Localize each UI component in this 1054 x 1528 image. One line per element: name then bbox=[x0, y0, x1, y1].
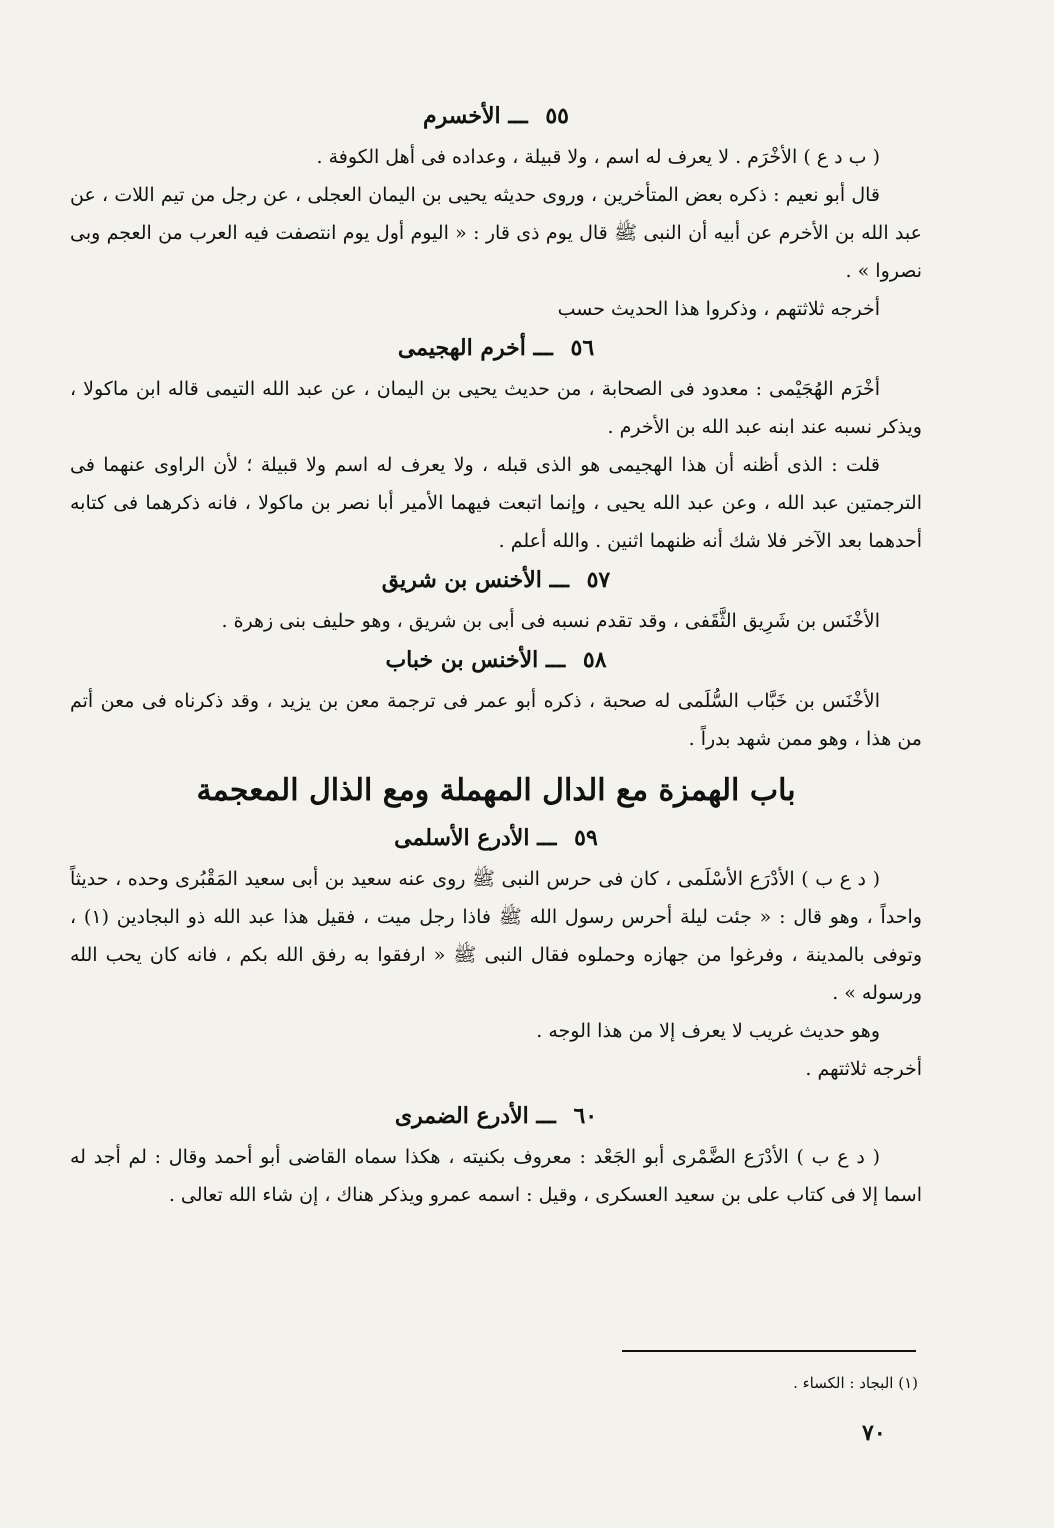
paragraph: أخرجه ثلاثتهم ، وذكروا هذا الحديث حسب bbox=[557, 298, 880, 320]
entry-number: ٥٥ bbox=[545, 103, 569, 129]
paragraph: وهو حديث غريب لا يعرف إلا من هذا الوجه . bbox=[536, 1020, 880, 1042]
entry-title: الأدرع الضمرى bbox=[394, 1103, 529, 1129]
entry-title: أخرم الهجيمى bbox=[397, 335, 526, 361]
paragraph: الأخْنَس بن خَبَّاب السُّلَمى له صحبة ، ذكره أبو عمر فى ترجمة معن بن يزيد ، وقد ذكرناه فى معن أتم من هذا ، وهو ممن شهد بدراً . bbox=[70, 690, 922, 750]
paragraph: أخرجه ثلاثتهم . bbox=[805, 1058, 922, 1080]
entry-heading bbox=[70, 98, 922, 134]
entry-dash: ـــ bbox=[537, 825, 557, 851]
entry-dash: ـــ bbox=[549, 567, 569, 593]
page-number: ٧٠ bbox=[862, 1420, 886, 1446]
entry-number: ٥٩ bbox=[574, 825, 598, 851]
entry-number: ٥٦ bbox=[570, 335, 595, 361]
entry-55 bbox=[70, 98, 922, 328]
entry-title: الأخنس بن خباب bbox=[385, 647, 539, 673]
paragraph: ( ب د ع ) الأخْرَم . لا يعرف له اسم ، ولا قبيلة ، وعداده فى أهل الكوفة . bbox=[316, 146, 880, 168]
footnote-divider bbox=[622, 1350, 916, 1352]
entry-heading bbox=[70, 562, 922, 598]
entry-dash: ـــ bbox=[536, 1103, 556, 1129]
entry-56 bbox=[70, 330, 922, 560]
footnote: (١) البجاد : الكساء . bbox=[793, 1374, 918, 1392]
chapter-title: باب الهمزة مع الدال المهملة ومع الذال المعجمة bbox=[196, 773, 796, 808]
paragraph: قلت : الذى أظنه أن هذا الهجيمى هو الذى قبله ، ولا يعرف له اسم ولا قبيلة ؛ لأن الراوى عنهما فى الترجمتين عبد الله ، وعن عبد الله يحيى ، وإنما اتبعت فيهما الأمير أبا نصر بن ماكولا ، فانه ذكرهما فى كتابه أحدهما بعد الآخر فلا شك أنه ظنهما اثنين . والله أعلم . bbox=[70, 454, 922, 552]
entry-heading bbox=[70, 1098, 922, 1134]
entry-59 bbox=[70, 820, 922, 1088]
paragraph: الأخْنَس بن شَرِيق الثَّقَفى ، وقد تقدم نسبه فى أبى بن شريق ، وهو حليف بنى زهرة . bbox=[221, 610, 880, 632]
entry-number: ٦٠ bbox=[573, 1103, 598, 1129]
entry-number: ٥٨ bbox=[582, 647, 607, 673]
entry-dash: ـــ bbox=[545, 647, 566, 673]
entry-title: الأدرع الأسلمى bbox=[394, 825, 530, 851]
paragraph: أخْرَم الهُجَيْمى : معدود فى الصحابة ، من حديث يحيى بن اليمان ، عن عبد الله التيمى قاله ابن ماكولا ، ويذكر نسبه عند ابنه عبد الله بن الأخرم . bbox=[70, 378, 922, 438]
entry-heading bbox=[70, 820, 922, 856]
entry-heading bbox=[70, 330, 922, 366]
paragraph: ( د ع ب ) الأدْرَع الضَّمْرى أبو الجَعْد : معروف بكنيته ، هكذا سماه القاضى أبو أحمد وقال : لم أجد له اسما إلا فى كتاب على بن سعيد العسكرى ، وقيل : اسمه عمرو ويذكر هناك ، إن شاء الله تعالى . bbox=[70, 1146, 922, 1206]
entry-number: ٥٧ bbox=[586, 567, 611, 593]
entry-dash: ـــ bbox=[533, 335, 553, 361]
entry-58 bbox=[70, 642, 922, 758]
entry-57 bbox=[70, 562, 922, 640]
entry-60 bbox=[70, 1098, 922, 1214]
entry-heading bbox=[70, 642, 922, 678]
paragraph: قال أبو نعيم : ذكره بعض المتأخرين ، وروى حديثه يحيى بن اليمان العجلى ، عن رجل من تيم اللات ، عن عبد الله بن الأخرم عن أبيه أن النبى ﷺ قال يوم ذى قار : « اليوم أول يوم انتصفت فيه العرب من العجم وبى نصروا » . bbox=[70, 184, 922, 282]
paragraph: ( د ع ب ) الأدْرَع الأسْلَمى ، كان فى حرس النبى ﷺ روى عنه سعيد بن أبى سعيد المَقْبُرى وحده ، حديثاً واحداً ، وهو قال : « جئت ليلة أحرس رسول الله ﷺ فاذا رجل ميت ، فقيل هذا عبد الله ذو البجادين (١) ، وتوفى بالمدينة ، وفرغوا من جهازه وحملوه فقال النبى ﷺ « ارفقوا به رفق الله بكم ، فانه كان يحب الله ورسوله » . bbox=[70, 868, 922, 1004]
entry-title: الأخسرم bbox=[423, 103, 501, 129]
entry-title: الأخنس بن شريق bbox=[381, 567, 542, 593]
entry-dash: ـــ bbox=[508, 103, 528, 129]
